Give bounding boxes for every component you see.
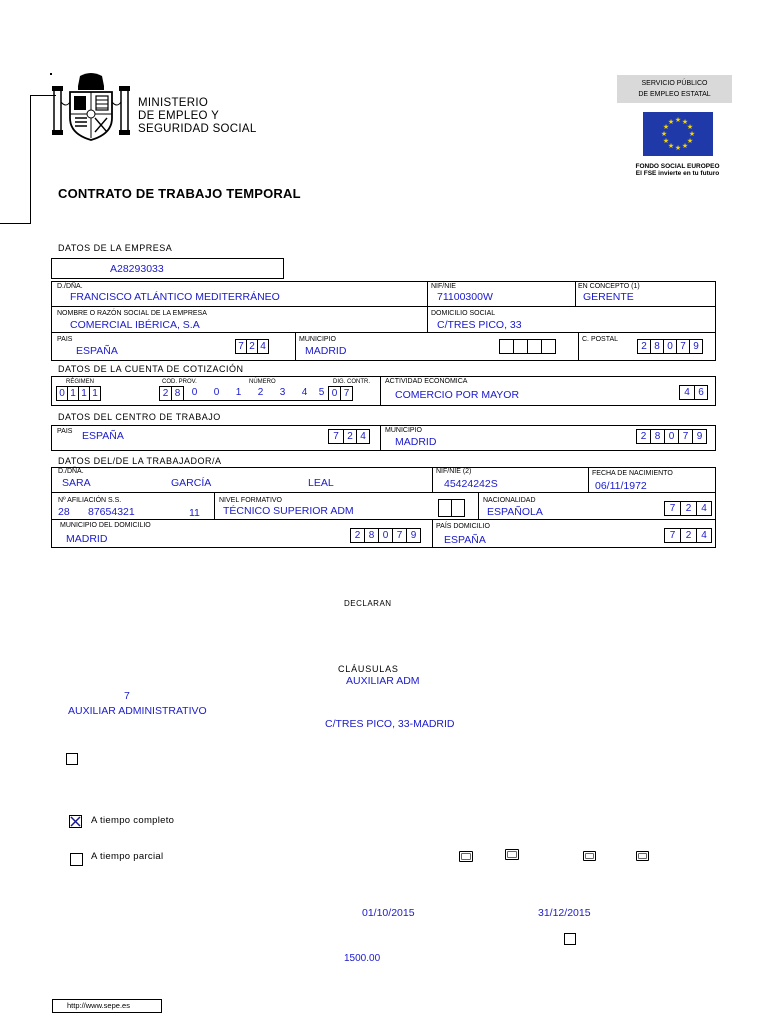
afil-dc-field[interactable]: 11	[189, 507, 200, 519]
nivel-code[interactable]	[439, 499, 465, 514]
digit-cell[interactable]: 2	[637, 339, 651, 354]
cotizacion-row	[51, 376, 716, 406]
prov-label: COD. PROV.	[162, 379, 197, 385]
svg-text:★: ★	[688, 130, 696, 138]
digit-cell[interactable]: 4	[696, 528, 712, 543]
svg-text:★: ★	[660, 130, 668, 138]
tiempo-parcial-label: A tiempo parcial	[91, 851, 164, 862]
trab-municipio-field[interactable]: MADRID	[66, 533, 108, 545]
digit-cell[interactable]: 2	[343, 429, 357, 444]
afiliacion-label: Nº AFILIACIÓN S.S.	[58, 497, 122, 504]
digit-cell[interactable]: 0	[205, 386, 228, 401]
digit-cell[interactable]: 7	[676, 339, 690, 354]
digit-cell[interactable]: 2	[249, 386, 272, 401]
digit-cell[interactable]: 8	[171, 386, 184, 401]
svg-text:★: ★	[662, 137, 670, 145]
ccc-code[interactable]	[160, 386, 353, 401]
digit-cell[interactable]: 2	[680, 501, 697, 516]
divider	[380, 376, 381, 406]
trab-municipio-code[interactable]	[351, 528, 421, 543]
dna-label: D./DÑA.	[57, 283, 83, 290]
section-centro: DATOS DEL CENTRO DE TRABAJO	[58, 412, 221, 422]
nombre-field[interactable]: SARA	[62, 477, 91, 489]
divider	[578, 333, 579, 361]
digit-cell[interactable]: 8	[364, 528, 379, 543]
digit-cell[interactable]: 2	[159, 386, 172, 401]
digit-cell[interactable]: 9	[689, 339, 703, 354]
paisdom-label: PAÍS DOMICILIO	[436, 523, 490, 530]
centro-dir-field[interactable]: C/TRES PICO, 33-MADRID	[325, 718, 455, 730]
digit-cell[interactable]: 2	[246, 339, 258, 354]
digit-cell[interactable]: 9	[406, 528, 421, 543]
url-box[interactable]	[52, 999, 162, 1013]
digit-cell[interactable]: 0	[183, 386, 206, 401]
centro-pais-code[interactable]	[329, 429, 370, 444]
digit-cell[interactable]: 6	[694, 385, 708, 400]
option-checkbox-4[interactable]	[636, 851, 649, 861]
cpostal-label: C. POSTAL	[582, 336, 619, 343]
domicilio-field[interactable]: C/TRES PICO, 33	[437, 319, 522, 331]
dig-label: DIG. CONTR.	[333, 379, 370, 385]
apellido1-field[interactable]: GARCÍA	[171, 477, 212, 489]
digit-cell[interactable]: 1	[227, 386, 250, 401]
tiempo-parcial-checkbox[interactable]	[70, 853, 83, 866]
digit-cell[interactable]: 7	[340, 386, 353, 401]
digit-cell[interactable]: 7	[392, 528, 407, 543]
divider	[295, 333, 296, 361]
sepe-line1: SERVICIO PÚBLICO	[641, 80, 708, 87]
fse-caption	[620, 163, 735, 177]
digit-cell[interactable]: 4	[679, 385, 695, 400]
page-title: CONTRATO DE TRABAJO TEMPORAL	[58, 186, 301, 201]
afil-num-field[interactable]: 87654321	[88, 506, 135, 518]
pais-code[interactable]	[236, 339, 269, 354]
divider	[432, 467, 433, 493]
actividad-field[interactable]: COMERCIO POR MAYOR	[395, 389, 520, 401]
fse-line2: El FSE invierte en tu futuro	[635, 170, 720, 177]
digit-cell[interactable]: 2	[350, 528, 365, 543]
digit-cell[interactable]	[513, 339, 528, 354]
svg-text:★: ★	[667, 142, 675, 150]
trab-municipio-label: MUNICIPIO DEL DOMICILIO	[60, 522, 151, 529]
fse-line1: FONDO SOCIAL EUROPEO	[635, 163, 720, 170]
divider	[432, 520, 433, 548]
regimen-label: RÉGIMEN	[66, 379, 95, 385]
afil-prov-field[interactable]: 28	[58, 506, 70, 518]
option-checkbox-1[interactable]	[459, 851, 473, 862]
centro-municipio-field[interactable]: MADRID	[395, 436, 437, 448]
nacionalidad-label: NACIONALIDAD	[483, 497, 536, 504]
digit-cell[interactable]: 1	[89, 386, 101, 401]
centro-pais-label: PAIS	[57, 428, 73, 435]
digit-cell[interactable]: 0	[378, 528, 393, 543]
digit-cell[interactable]: 3	[271, 386, 294, 401]
sepe-line2: DE EMPLEO ESTATAL	[638, 91, 711, 98]
eu-flag-icon	[643, 112, 713, 156]
cpostal-code[interactable]	[638, 339, 703, 354]
prorroga-checkbox[interactable]	[564, 933, 576, 945]
digit-cell[interactable]: 9	[692, 429, 707, 444]
digit-cell[interactable]: 8	[650, 429, 665, 444]
fecha-inicio-field[interactable]: 01/10/2015	[362, 907, 415, 919]
municipio-field[interactable]: MADRID	[305, 345, 347, 357]
municipio-label: MUNICIPIO	[299, 336, 336, 343]
domicilio-label: DOMICILIO SOCIAL	[431, 310, 496, 317]
representante-field[interactable]: FRANCISCO ATLÁNTICO MEDITERRÁNEO	[70, 291, 280, 303]
paisdom-field[interactable]: ESPAÑA	[444, 534, 486, 546]
nacionalidad-field[interactable]: ESPAÑOLA	[487, 506, 543, 518]
coat-of-arms-icon	[52, 72, 132, 144]
centro-cp-code[interactable]	[637, 429, 707, 444]
digit-cell[interactable]	[541, 339, 556, 354]
pais-field[interactable]: ESPAÑA	[76, 345, 118, 357]
svg-text:★: ★	[674, 144, 682, 152]
tiempo-completo-checkbox[interactable]	[69, 815, 82, 828]
divider	[380, 425, 381, 451]
divider	[588, 467, 589, 493]
trabajador-row2	[51, 493, 716, 520]
digit-cell[interactable]: 7	[235, 339, 247, 354]
digit-cell[interactable]: 4	[696, 501, 712, 516]
regimen-code[interactable]	[57, 386, 101, 401]
option-checkbox-3[interactable]	[583, 851, 596, 861]
digit-cell[interactable]	[527, 339, 542, 354]
razon-label: NOMBRE O RAZÓN SOCIAL DE LA EMPRESA	[57, 310, 207, 317]
digit-cell[interactable]: 4	[293, 386, 316, 401]
clause-checkbox[interactable]	[66, 753, 78, 765]
nacimiento-field[interactable]: 06/11/1972	[595, 480, 647, 492]
digit-cell[interactable]: 7	[664, 528, 681, 543]
digit-cell[interactable]: 2	[636, 429, 651, 444]
clausulas-heading: CLÁUSULAS	[338, 664, 399, 674]
digit-cell[interactable]: 4	[257, 339, 269, 354]
ministry-name	[138, 97, 257, 136]
ministry-line3: SEGURIDAD SOCIAL	[138, 123, 257, 135]
apellido2-field[interactable]: LEAL	[308, 477, 334, 489]
digit-cell[interactable]: 0	[56, 386, 68, 401]
digit-cell[interactable]: 0	[328, 386, 341, 401]
divider	[575, 281, 576, 307]
razon-field[interactable]: COMERCIAL IBÉRICA, S.A	[70, 319, 200, 331]
nivel-label: NIVEL FORMATIVO	[219, 497, 283, 504]
actividad-code[interactable]	[680, 385, 708, 400]
digit-cell[interactable]	[499, 339, 514, 354]
svg-text:★: ★	[686, 123, 694, 131]
svg-text:★: ★	[662, 123, 670, 131]
divider	[214, 493, 215, 520]
trab-dna-label: D./DÑA.	[58, 468, 84, 475]
section-cotizacion: DATOS DE LA CUENTA DE COTIZACIÓN	[58, 364, 244, 374]
nacimiento-label: FECHA DE NACIMIENTO	[592, 470, 673, 477]
declaran-heading: DECLARAN	[344, 599, 392, 608]
digit-cell[interactable]	[451, 499, 465, 517]
cif-value: A28293033	[110, 263, 164, 275]
section-empresa: DATOS DE LA EMPRESA	[58, 243, 173, 253]
digit-cell[interactable]: 1	[67, 386, 79, 401]
digit-cell[interactable]: 0	[664, 429, 679, 444]
centro-pais-field[interactable]: ESPAÑA	[82, 430, 124, 442]
centro-municipio-label: MUNICIPIO	[385, 427, 422, 434]
option-checkbox-2[interactable]	[505, 849, 519, 860]
margin-line-bottom	[0, 223, 31, 224]
pais-label: PAIS	[57, 336, 73, 343]
puesto-field[interactable]: AUXILIAR ADM	[346, 675, 420, 687]
municipio-code[interactable]	[500, 339, 556, 354]
digit-cell[interactable]: 8	[650, 339, 664, 354]
svg-text:★: ★	[681, 142, 689, 150]
categoria-field[interactable]: AUXILIAR ADMINISTRATIVO	[68, 705, 207, 717]
divider	[427, 281, 428, 307]
fecha-fin-field[interactable]: 31/12/2015	[538, 907, 591, 919]
nif-field[interactable]: 71100300W	[437, 291, 493, 303]
digit-cell[interactable]: 1	[78, 386, 90, 401]
svg-text:★: ★	[681, 118, 689, 126]
margin-line-vertical	[30, 95, 31, 223]
svg-text:★: ★	[686, 137, 694, 145]
url-link[interactable]: http://www.sepe.es	[67, 1001, 130, 1010]
paisdom-code[interactable]	[665, 528, 712, 543]
ministry-line2: DE EMPLEO Y	[138, 110, 220, 122]
digit-cell[interactable]: 7	[328, 429, 344, 444]
check-x-icon	[70, 816, 81, 827]
nivel-field[interactable]: TÉCNICO SUPERIOR ADM	[223, 505, 354, 517]
grupo-field[interactable]: 7	[124, 690, 130, 702]
tiempo-completo-label: A tiempo completo	[91, 815, 175, 826]
digit-cell[interactable]: 7	[678, 429, 693, 444]
salario-field[interactable]: 1500.00	[344, 953, 381, 964]
trab-nif-field[interactable]: 45424242S	[444, 478, 498, 490]
concepto-label: EN CONCEPTO (1)	[578, 283, 640, 290]
digit-cell[interactable]	[438, 499, 452, 517]
svg-text:★: ★	[674, 116, 682, 124]
concepto-field[interactable]: GERENTE	[583, 291, 634, 303]
ministry-line1: MINISTERIO	[138, 97, 209, 109]
digit-cell[interactable]: 4	[356, 429, 370, 444]
sepe-box	[617, 75, 732, 103]
numero-label: NÚMERO	[249, 379, 276, 385]
nif-label: NIF/NIE	[431, 283, 456, 290]
digit-cell[interactable]: 2	[680, 528, 697, 543]
divider	[427, 307, 428, 333]
centro-row	[51, 425, 716, 451]
nacionalidad-code[interactable]	[665, 501, 712, 516]
section-trabajador: DATOS DEL/DE LA TRABAJADOR/A	[58, 456, 222, 466]
divider	[478, 493, 479, 520]
svg-text:★: ★	[667, 118, 675, 126]
digit-cell[interactable]: 7	[664, 501, 681, 516]
trab-nif-label: NIF/NIE (2)	[436, 468, 472, 475]
digit-cell[interactable]: 0	[663, 339, 677, 354]
digit-cell[interactable]: 5	[315, 386, 329, 401]
actividad-label: ACTIVIDAD ECONÓMICA	[385, 378, 468, 385]
cif-field[interactable]	[51, 258, 284, 279]
